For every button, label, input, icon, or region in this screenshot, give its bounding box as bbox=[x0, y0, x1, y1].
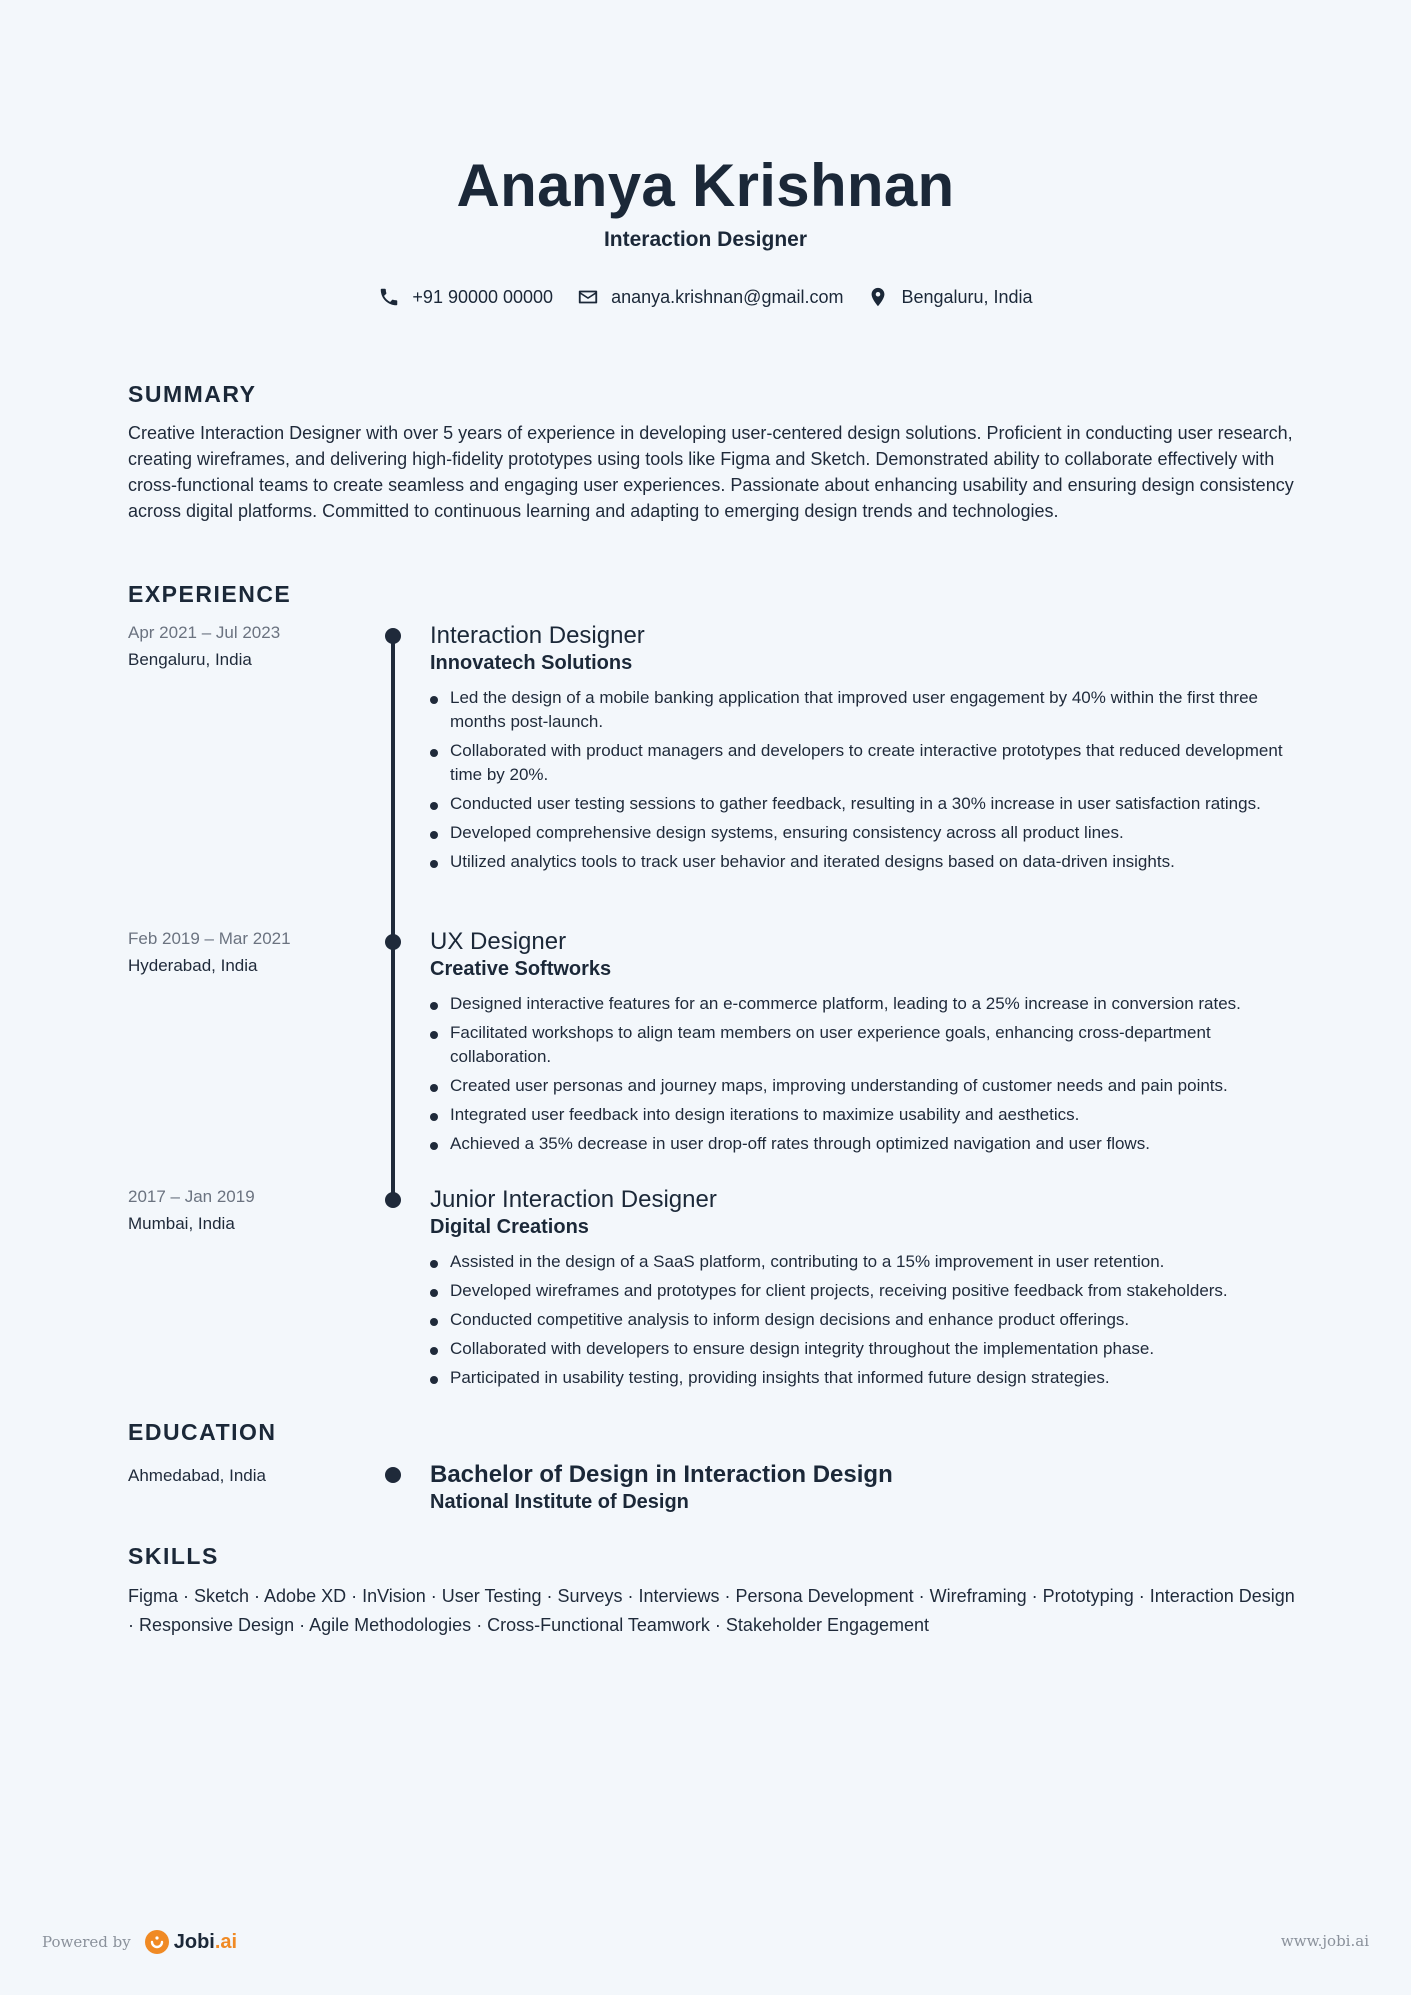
company-name: Creative Softworks bbox=[430, 958, 612, 980]
bullet-item: Conducted user testing sessions to gather feedback, resulting in a 30% increase in user satisfaction ratings. bbox=[430, 792, 1310, 816]
timeline-dot bbox=[385, 628, 401, 644]
bullet-item: Facilitated workshops to align team members on user experience goals, enhancing cross-department collaboration. bbox=[430, 1021, 1310, 1069]
candidate-role: Interaction Designer bbox=[603, 228, 808, 251]
job-title: UX Designer bbox=[430, 928, 567, 955]
bullet-item: Utilized analytics tools to track user behavior and iterated designs based on data-driven insights. bbox=[430, 850, 1310, 874]
bullet-item: Developed comprehensive design systems, ensuring consistency across all product lines. bbox=[430, 821, 1310, 845]
contact-email[interactable] bbox=[577, 286, 843, 308]
bullet-item: Achieved a 35% decrease in user drop-off rates through optimized navigation and user flows. bbox=[430, 1132, 1310, 1156]
jobi-logo[interactable] bbox=[145, 1930, 237, 1954]
job-meta bbox=[128, 1183, 378, 1237]
job-bullets bbox=[430, 686, 1310, 874]
timeline-dot bbox=[385, 934, 401, 950]
job-bullets bbox=[430, 992, 1310, 1156]
timeline-dot bbox=[385, 1192, 401, 1208]
education-entry bbox=[430, 1461, 1310, 1515]
job-location: Hyderabad, India bbox=[128, 956, 258, 975]
bullet-item: Assisted in the design of a SaaS platform, contributing to a 15% improvement in user retention. bbox=[430, 1250, 1310, 1274]
job-location: Mumbai, India bbox=[128, 1214, 235, 1233]
powered-by-text: Powered by bbox=[42, 1933, 131, 1951]
candidate-name: Ananya Krishnan bbox=[456, 152, 955, 219]
bullet-item: Collaborated with developers to ensure design integrity throughout the implementation phase. bbox=[430, 1337, 1310, 1361]
logo-text bbox=[174, 1931, 237, 1954]
bullet-item: Created user personas and journey maps, improving understanding of customer needs and pain points. bbox=[430, 1074, 1310, 1098]
company-name: Innovatech Solutions bbox=[430, 652, 633, 674]
logo-suffix: .ai bbox=[214, 1930, 238, 1953]
job-meta bbox=[128, 925, 378, 979]
phone-text: +91 90000 00000 bbox=[412, 286, 554, 307]
job-location: Bengaluru, India bbox=[128, 650, 252, 669]
contact-location bbox=[867, 286, 1032, 308]
job-bullets bbox=[430, 1250, 1310, 1390]
school-name: National Institute of Design bbox=[430, 1491, 689, 1513]
job-entry bbox=[430, 928, 1310, 1161]
bullet-item: Conducted competitive analysis to inform design decisions and enhance product offerings. bbox=[430, 1308, 1310, 1332]
jobi-logo-icon bbox=[145, 1930, 169, 1954]
location-text: Bengaluru, India bbox=[901, 286, 1033, 307]
education-meta bbox=[128, 1462, 378, 1489]
bullet-item: Developed wireframes and prototypes for client projects, receiving positive feedback from stakeholders. bbox=[430, 1279, 1310, 1303]
company-name: Digital Creations bbox=[430, 1216, 589, 1238]
job-entry bbox=[430, 622, 1310, 879]
job-title: Junior Interaction Designer bbox=[430, 1186, 717, 1213]
education-location: Ahmedabad, India bbox=[128, 1466, 266, 1485]
job-title: Interaction Designer bbox=[430, 622, 645, 649]
job-entry bbox=[430, 1186, 1310, 1395]
contact-phone[interactable] bbox=[378, 286, 553, 308]
bullet-item: Led the design of a mobile banking application that improved user engagement by 40% within the first three months post-launch. bbox=[430, 686, 1310, 734]
degree-title: Bachelor of Design in Interaction Design bbox=[430, 1461, 893, 1488]
footer-branding bbox=[42, 1930, 237, 1954]
job-dates: Apr 2021 – Jul 2023 bbox=[128, 623, 281, 642]
bullet-item: Participated in usability testing, providing insights that informed future design strategies. bbox=[430, 1366, 1310, 1390]
timeline-dot bbox=[385, 1467, 401, 1483]
bullet-item: Collaborated with product managers and developers to create interactive prototypes that reduced development time by 20%. bbox=[430, 739, 1310, 787]
timeline-line bbox=[391, 636, 395, 1199]
contact-bar bbox=[0, 286, 1411, 308]
job-dates: Feb 2019 – Mar 2021 bbox=[128, 929, 291, 948]
skills-list: Figma · Sketch · Adobe XD · InVision · User Testing · Surveys · Interviews · Persona Development · Wireframing · Prototyping · Interaction Design · Responsive Design · Agile Methodologies · Cross-Functional Teamwork · Stakeholder Engagement bbox=[128, 1586, 1295, 1635]
summary-heading: SUMMARY bbox=[128, 381, 257, 407]
job-dates: 2017 – Jan 2019 bbox=[128, 1187, 255, 1206]
education-heading: EDUCATION bbox=[128, 1419, 277, 1445]
experience-heading: EXPERIENCE bbox=[128, 581, 292, 607]
logo-wordmark: Jobi bbox=[173, 1930, 215, 1953]
footer-website[interactable]: www.jobi.ai bbox=[1280, 1932, 1369, 1950]
skills-heading: SKILLS bbox=[128, 1543, 219, 1569]
bullet-item: Integrated user feedback into design iterations to maximize usability and aesthetics. bbox=[430, 1103, 1310, 1127]
bullet-item: Designed interactive features for an e-commerce platform, leading to a 25% increase in conversion rates. bbox=[430, 992, 1310, 1016]
email-text: ananya.krishnan@gmail.com bbox=[611, 286, 844, 307]
job-meta bbox=[128, 619, 378, 673]
summary-text: Creative Interaction Designer with over 5 years of experience in developing user-centered design solutions. Proficient in conducting user research, creating wireframes, and delivering high-fidelity prototypes using tools like Figma and Sketch. Demonstrated ability to collaborate effectively with cross-functional teams to create seamless and engaging user experiences. Passionate about enhancing usability and ensuring design consistency across digital platforms. Committed to continuous learning and adapting to emerging design trends and technologies. bbox=[128, 423, 1294, 521]
mail-icon bbox=[577, 286, 599, 308]
location-pin-icon bbox=[867, 286, 889, 308]
phone-icon bbox=[378, 286, 400, 308]
